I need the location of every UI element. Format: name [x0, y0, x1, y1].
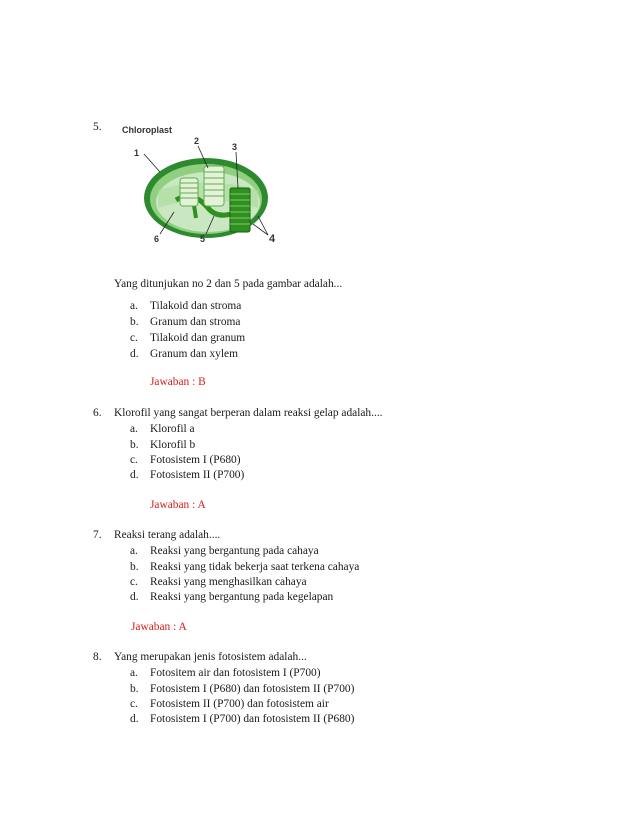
- question-5-option-b-text: Granum dan stroma: [150, 316, 241, 328]
- question-6-option-a-text: Klorofil a: [150, 423, 195, 435]
- question-6-option-d-letter: d.: [130, 469, 139, 481]
- question-7-option-c-letter: c.: [130, 576, 138, 588]
- question-5-option-c-letter: c.: [130, 332, 138, 344]
- question-7-option-b-text: Reaksi yang tidak bekerja saat terkena cahaya: [150, 561, 360, 573]
- figure-label-2: 2: [194, 136, 200, 146]
- question-5-answer: Jawaban : B: [150, 376, 206, 388]
- figure-label-3: 3: [232, 142, 238, 152]
- question-7-option-d-text: Reaksi yang bergantung pada kegelapan: [150, 591, 334, 603]
- figure-title: Chloroplast: [122, 125, 173, 135]
- question-6-option-c-text: Fotosistem I (P680): [150, 454, 241, 466]
- question-8-text: Yang merupakan jenis fotosistem adalah...: [114, 651, 307, 663]
- question-8-number: 8.: [93, 651, 102, 663]
- question-8-option-b-letter: b.: [130, 683, 139, 695]
- question-6-option-c-letter: c.: [130, 454, 138, 466]
- question-6-option-a-letter: a.: [130, 423, 138, 435]
- question-6-number: 6.: [93, 407, 102, 419]
- question-8-option-c-letter: c.: [130, 698, 138, 710]
- question-8-option-c-text: Fotosistem II (P700) dan fotosistem air: [150, 698, 329, 710]
- question-7-option-a-text: Reaksi yang bergantung pada cahaya: [150, 545, 319, 557]
- question-5-option-a-letter: a.: [130, 300, 138, 312]
- chloroplast-figure: [118, 120, 288, 250]
- granum-stack-left: [180, 178, 198, 206]
- question-6-answer: Jawaban : A: [150, 499, 206, 511]
- question-5-option-c-text: Tilakoid dan granum: [150, 332, 246, 344]
- question-6-text: Klorofil yang sangat berperan dalam reaksi gelap adalah....: [114, 407, 383, 419]
- question-7-answer: Jawaban : A: [131, 621, 187, 633]
- question-5-option-d-letter: d.: [130, 348, 139, 360]
- chloroplast-diagram: [118, 120, 288, 250]
- question-6-option-b-letter: b.: [130, 439, 139, 451]
- figure-label-5: 5: [200, 234, 206, 244]
- question-8-option-a-text: Fotositem air dan fotosistem I (P700): [150, 667, 321, 679]
- granum-stack-middle: [204, 166, 224, 206]
- figure-label-1: 1: [134, 148, 140, 158]
- question-5-option-a-text: Tilakoid dan stroma: [150, 300, 242, 312]
- question-5-option-d-text: Granum dan xylem: [150, 348, 238, 360]
- question-7-option-a-letter: a.: [130, 545, 138, 557]
- question-5-option-b-letter: b.: [130, 316, 139, 328]
- question-7-option-b-letter: b.: [130, 561, 139, 573]
- granum-stack-dark: [230, 188, 250, 232]
- question-5-text: Yang ditunjukan no 2 dan 5 pada gambar adalah...: [114, 278, 343, 290]
- question-6-option-d-text: Fotosistem II (P700): [150, 469, 245, 481]
- figure-label-6: 6: [154, 234, 160, 244]
- question-8-option-a-letter: a.: [130, 667, 138, 679]
- question-5-number: 5.: [93, 121, 102, 133]
- question-8-option-d-letter: d.: [130, 713, 139, 725]
- question-6-option-b-text: Klorofil b: [150, 439, 196, 451]
- question-7-text: Reaksi terang adalah....: [114, 529, 221, 541]
- question-7-number: 7.: [93, 529, 102, 541]
- question-7-option-c-text: Reaksi yang menghasilkan cahaya: [150, 576, 307, 588]
- question-8-option-b-text: Fotosistem I (P680) dan fotosistem II (P700): [150, 683, 355, 695]
- figure-label-4: 4: [269, 233, 276, 245]
- question-8-option-d-text: Fotosistem I (P700) dan fotosistem II (P680): [150, 713, 355, 725]
- question-7-option-d-letter: d.: [130, 591, 139, 603]
